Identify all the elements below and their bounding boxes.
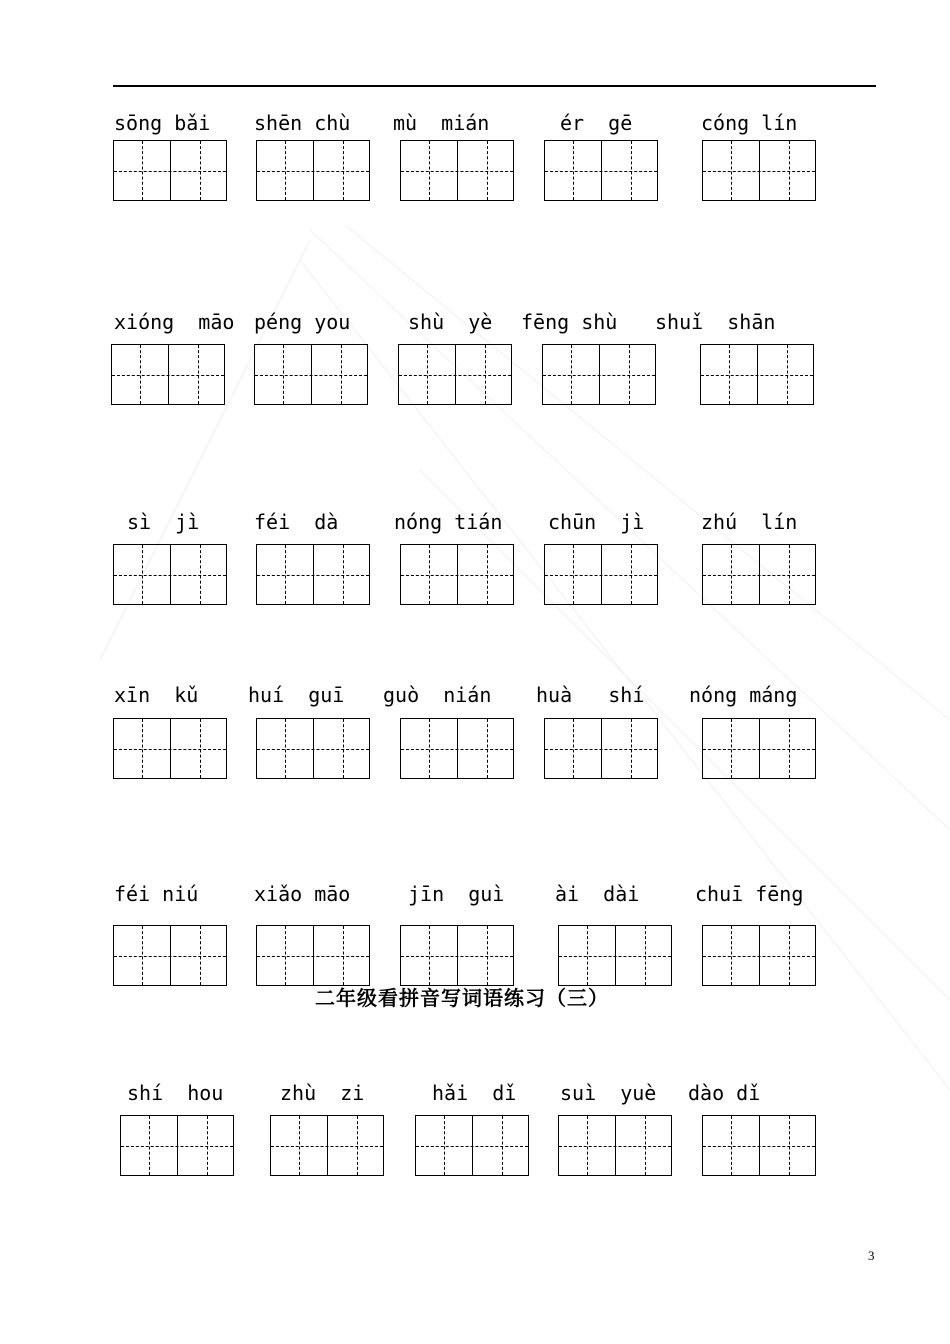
header-rule (113, 85, 876, 87)
pinyin-label: fēng shù (521, 310, 618, 334)
grid-guide-line (545, 749, 657, 750)
writing-grid[interactable] (400, 544, 514, 605)
writing-grid[interactable] (113, 544, 227, 605)
writing-grid[interactable] (700, 344, 814, 405)
writing-grid[interactable] (113, 718, 227, 779)
writing-grid[interactable] (256, 140, 370, 201)
section-title: 二年级看拼音写词语练习（三） (315, 986, 609, 1010)
pinyin-label: guò nián (383, 683, 492, 707)
pinyin-label: xīn kǔ (114, 683, 199, 707)
grid-guide-line (416, 1146, 528, 1147)
writing-grid[interactable] (400, 140, 514, 201)
grid-guide-line (257, 171, 369, 172)
writing-grid[interactable] (254, 344, 368, 405)
writing-grid[interactable] (558, 925, 672, 986)
grid-guide-line (559, 1146, 671, 1147)
writing-grid[interactable] (702, 140, 816, 201)
grid-guide-line (114, 171, 226, 172)
pinyin-label: zhù zi (280, 1081, 365, 1105)
pinyin-label: hǎi dǐ (432, 1081, 517, 1105)
pinyin-label: péng you (254, 310, 351, 334)
pinyin-label: féi niú (114, 882, 199, 906)
writing-grid[interactable] (113, 925, 227, 986)
writing-grid[interactable] (256, 544, 370, 605)
writing-grid[interactable] (111, 344, 225, 405)
writing-grid[interactable] (398, 344, 512, 405)
pinyin-label: shí hou (127, 1081, 224, 1105)
grid-guide-line (401, 956, 513, 957)
grid-guide-line (703, 1146, 815, 1147)
writing-grid[interactable] (702, 1115, 816, 1176)
grid-guide-line (121, 1146, 233, 1147)
pinyin-label: sōng bǎi (114, 111, 211, 135)
grid-guide-line (399, 375, 511, 376)
grid-guide-line (257, 956, 369, 957)
writing-grid[interactable] (544, 718, 658, 779)
grid-guide-line (255, 375, 367, 376)
pinyin-label: ér gē (560, 111, 633, 135)
pinyin-label: shuǐ shān (655, 310, 776, 334)
page-number: 3 (868, 1248, 875, 1263)
grid-guide-line (559, 956, 671, 957)
writing-grid[interactable] (544, 544, 658, 605)
grid-guide-line (701, 375, 813, 376)
pinyin-label: mù mián (393, 111, 490, 135)
writing-grid[interactable] (400, 718, 514, 779)
grid-guide-line (545, 171, 657, 172)
pinyin-label: cóng lín (701, 111, 798, 135)
pinyin-label: suì yuè (560, 1081, 657, 1105)
writing-grid[interactable] (400, 925, 514, 986)
grid-guide-line (257, 575, 369, 576)
grid-guide-line (703, 575, 815, 576)
pinyin-label: sì jì (127, 510, 200, 534)
grid-guide-line (114, 575, 226, 576)
writing-grid[interactable] (415, 1115, 529, 1176)
writing-grid[interactable] (542, 344, 656, 405)
pinyin-label: dào dǐ (688, 1081, 761, 1105)
pinyin-label: xióng māo (114, 310, 235, 334)
grid-guide-line (703, 171, 815, 172)
writing-grid[interactable] (702, 544, 816, 605)
pinyin-label: zhú lín (701, 510, 798, 534)
grid-guide-line (114, 749, 226, 750)
grid-guide-line (543, 375, 655, 376)
grid-guide-line (703, 749, 815, 750)
writing-grid[interactable] (120, 1115, 234, 1176)
grid-guide-line (401, 171, 513, 172)
pinyin-label: huà shí (536, 683, 645, 707)
writing-grid[interactable] (702, 718, 816, 779)
grid-guide-line (112, 375, 224, 376)
pinyin-label: xiǎo māo (254, 882, 351, 906)
pinyin-label: nóng máng (689, 683, 798, 707)
grid-guide-line (257, 749, 369, 750)
pinyin-label: chuī fēng (695, 882, 804, 906)
pinyin-label: jīn guì (408, 882, 505, 906)
pinyin-label: shēn chù (254, 111, 351, 135)
writing-grid[interactable] (270, 1115, 384, 1176)
writing-grid[interactable] (113, 140, 227, 201)
pinyin-label: ài dài (555, 882, 640, 906)
grid-guide-line (271, 1146, 383, 1147)
grid-guide-line (545, 575, 657, 576)
writing-grid[interactable] (702, 925, 816, 986)
pinyin-label: féi dà (254, 510, 339, 534)
pinyin-label: shù yè (408, 310, 493, 334)
pinyin-label: huí guī (248, 683, 345, 707)
pinyin-label: nóng tián (394, 510, 503, 534)
grid-guide-line (114, 956, 226, 957)
writing-grid[interactable] (544, 140, 658, 201)
grid-guide-line (401, 575, 513, 576)
grid-guide-line (401, 749, 513, 750)
grid-guide-line (703, 956, 815, 957)
writing-grid[interactable] (256, 925, 370, 986)
pinyin-label: chūn jì (548, 510, 645, 534)
writing-grid[interactable] (558, 1115, 672, 1176)
writing-grid[interactable] (256, 718, 370, 779)
